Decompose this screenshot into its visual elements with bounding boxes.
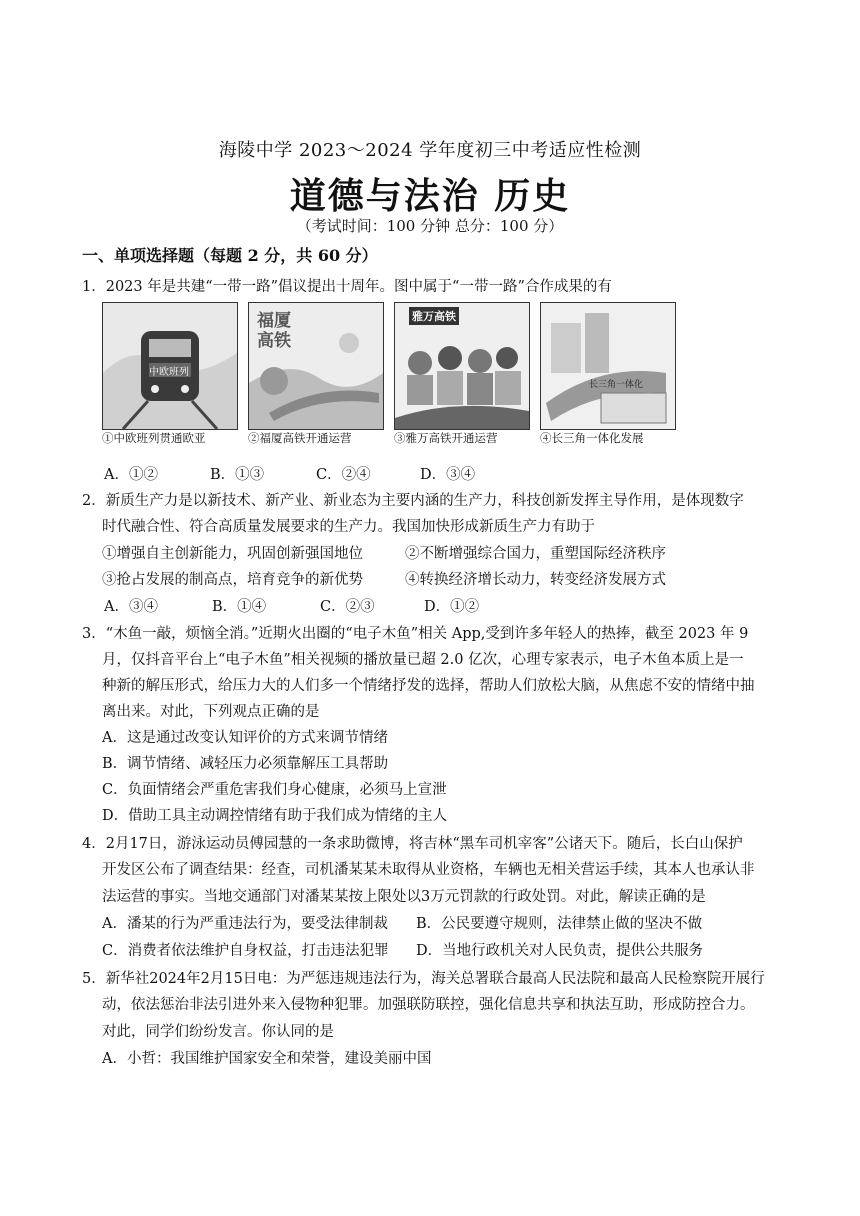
q1-caption-4: ④长三角一体化发展 xyxy=(540,431,644,445)
q4-stem-line3: 法运营的事实。当地交通部门对潘某某按上限处以3万元罚款的行政处罚。对此，解读正确的是 xyxy=(102,889,706,905)
q3-stem-line2: 月，仅抖音平台上“电子木鱼”相关视频的播放量已超 2.0 亿次，心理专家表示，电子木鱼本质上是一 xyxy=(102,652,744,668)
q1-image-row xyxy=(102,302,676,452)
q4-option-c[interactable]: C．消费者依法维护自身权益，打击违法犯罪 xyxy=(102,943,389,959)
q2-item-2: ②不断增强综合国力，重塑国际经济秩序 xyxy=(405,546,666,562)
integration-icon xyxy=(540,302,676,430)
q3-option-a[interactable]: A．这是通过改变认知评价的方式来调节情绪 xyxy=(102,730,388,746)
q5-option-a[interactable]: A．小哲：我国维护国家安全和荣誉，建设美丽中国 xyxy=(102,1051,432,1067)
q3-stem-line3: 种新的解压形式，给压力大的人们多一个情绪抒发的选择，帮助人们放松大脑，从焦虑不安的情绪中抽 xyxy=(102,678,755,694)
q3-stem-line1: 3．“木鱼一敲，烦恼全消。”近期火出圈的“电子木鱼”相关 App,受到许多年轻人的热捧，截至 2023 年 9 xyxy=(82,626,749,642)
q1-caption-3: ③雅万高铁开通运营 xyxy=(394,431,498,445)
q4-option-b[interactable]: B．公民要遵守规则，法律禁止做的坚决不做 xyxy=(416,916,703,932)
q1-option-d[interactable]: D．③④ xyxy=(420,467,476,483)
rail-sign-3: 雅万高铁 xyxy=(409,307,459,325)
exam-info: （考试时间：100 分钟 总分：100 分） xyxy=(296,217,564,235)
q1-option-b[interactable]: B．①③ xyxy=(210,467,265,483)
exam-title: 道德与法治 历史 xyxy=(289,175,571,217)
q5-stem-line2: 动，依法惩治非法引进外来入侵物种犯罪。加强联防联控，强化信息共享和执法互助，形成防控合力。 xyxy=(102,997,755,1013)
q3-option-c[interactable]: C．负面情绪会严重危害我们身心健康，必须马上宣泄 xyxy=(102,782,447,798)
crowd-rail-icon xyxy=(394,302,530,430)
highspeed-rail-icon xyxy=(248,302,384,430)
q3-stem-line4: 离出来。对此，下列观点正确的是 xyxy=(102,704,320,720)
q2-option-a[interactable]: A．③④ xyxy=(104,599,158,615)
rail-sign-2: 福厦高铁 xyxy=(257,311,291,351)
q1-option-c[interactable]: C．②④ xyxy=(316,467,371,483)
q5-stem-line3: 对此，同学们纷纷发言。你认同的是 xyxy=(102,1024,334,1040)
q1-caption-2: ②福厦高铁开通运营 xyxy=(248,431,352,445)
q2-item-3: ③抢占发展的制高点，培育竞争的新优势 xyxy=(102,572,363,588)
q2-item-4: ④转换经济增长动力，转变经济发展方式 xyxy=(405,572,666,588)
q4-stem-line1: 4．2月17日，游泳运动员傅园慧的一条求助微博，将吉林“黑车司机宰客”公诸天下。随后，长白山保护 xyxy=(82,836,743,852)
q4-option-d[interactable]: D．当地行政机关对人民负责，提供公共服务 xyxy=(416,943,704,959)
q2-option-b[interactable]: B．①④ xyxy=(212,599,267,615)
exam-subtitle: 海陵中学 2023～2024 学年度初三中考适应性检测 xyxy=(218,140,642,161)
q3-option-b[interactable]: B．调节情绪、减轻压力必须靠解压工具帮助 xyxy=(102,756,389,772)
q1-caption-1: ①中欧班列贯通欧亚 xyxy=(102,431,206,445)
q2-stem-line1: 2．新质生产力是以新技术、新产业、新业态为主要内涵的生产力，科技创新发挥主导作用，是体现数字 xyxy=(82,493,744,509)
train-sign: 中欧班列 xyxy=(149,367,189,378)
q3-option-d[interactable]: D．借助工具主动调控情绪有助于我们成为情绪的主人 xyxy=(102,808,448,824)
q4-option-a[interactable]: A．潘某的行为严重违法行为，要受法律制裁 xyxy=(102,916,388,932)
q1-stem: 1．2023 年是共建“一带一路”倡议提出十周年。图中属于“一带一路”合作成果的有 xyxy=(82,279,612,295)
section-heading: 一、单项选择题（每题 2 分，共 60 分） xyxy=(82,246,378,265)
rail-sign-4: 长三角一体化 xyxy=(589,380,644,390)
train-icon xyxy=(102,302,238,430)
q4-stem-line2: 开发区公布了调查结果：经查，司机潘某某未取得从业资格，车辆也无相关营运手续，其本人也承认非 xyxy=(102,862,755,878)
q5-stem-line1: 5．新华社2024年2月15日电：为严惩违规违法行为，海关总署联合最高人民法院和最高人民检察院开展行 xyxy=(82,971,765,987)
q2-stem-line2: 时代融合性、符合高质量发展要求的生产力。我国加快形成新质生产力有助于 xyxy=(102,519,595,535)
q1-option-a[interactable]: A．①② xyxy=(104,467,158,483)
q2-option-d[interactable]: D．①② xyxy=(424,599,480,615)
q2-item-1: ①增强自主创新能力，巩固创新强国地位 xyxy=(102,546,363,562)
q2-option-c[interactable]: C．②③ xyxy=(320,599,375,615)
